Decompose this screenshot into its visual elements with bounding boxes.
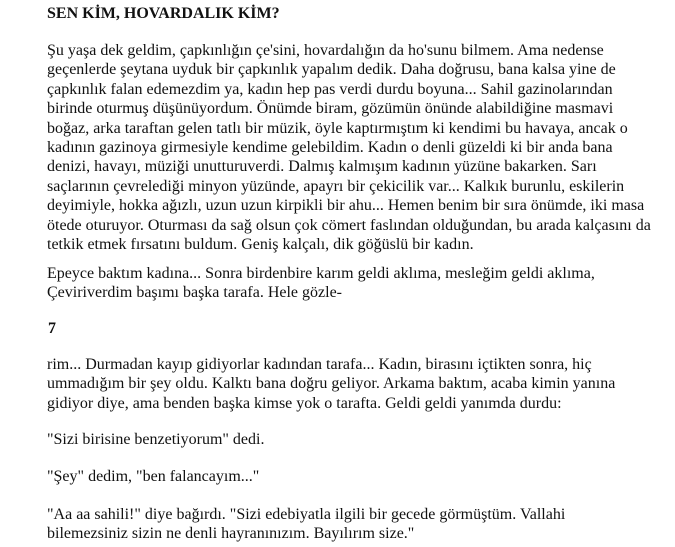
text-line: gidiyor diye, ama benden başka kimse yok o tarafta. Geldi geldi yanımda durdu:	[47, 394, 562, 412]
text-line: saçlarının çevrelediği minyon yüzünde, apayrı bir çekicilik var... Kalkık burunlu, eskilerin	[47, 177, 625, 195]
chapter-title: SEN KİM, HOVARDALIK KİM?	[47, 5, 280, 22]
text-line: ummadığım bir şey oldu. Kalktı bana doğru geliyor. Arkama baktım, acaba kimin yanına	[47, 375, 616, 393]
text-line: geçenlerde şeytana uyduk bir çapkınlık yapalım dedik. Daha doğrusu, bana kalsa yine de	[47, 61, 616, 79]
text-line: Şu yaşa dek geldim, çapkınlığın çe'sini, hovardalığın da ho'sunu bilmem. Ama nedense	[47, 42, 604, 59]
text-line: deyimiyle, hokka ağızlı, uzun uzun kirpikli bir ahu... Hemen benim bir sıra önümde, iki masa	[47, 197, 645, 215]
text-line: "Şey" dedim, "ben falancayım..."	[47, 468, 260, 485]
text-line: kadının gazinoya girmesiyle kendime gelebildim. Kadın o denli güzeldi ki bir anda bana	[47, 139, 613, 157]
text-line: birinde oturmuş düşünüyordum. Önümde biram, gözümün önünde alabildiğine masmavi	[47, 100, 614, 118]
text-line: "Sizi birisine benzetiyorum" dedi.	[47, 431, 265, 448]
text-line: çapkınlık falan edemezdim ya, kadın hep pas verdi durdu boyuna... Sahil gazinolarından	[47, 80, 613, 98]
paragraph-1	[47, 41, 651, 254]
paragraph-2	[47, 264, 647, 303]
text-line: bilemezsiniz sizin ne denli hayranınızım. Bayılırım size."	[47, 525, 415, 543]
paragraph-4	[47, 430, 647, 449]
paragraph-6	[47, 505, 647, 544]
text-line: denizi, havayı, müziği unutturuverdi. Dalmış kalmışım kadının yüzüne bakarken. Sarı	[47, 158, 597, 176]
text-line: Çeviriverdim başımı başka tarafa. Hele gözle-	[47, 284, 342, 302]
text-line: ötede oturuyor. Oturması da sağ olsun çok cömert faslından olduğundan, bu arada kalçasını da	[47, 216, 651, 234]
text-line: boğaz, arka taraftan gelen tatlı bir müzik, öyle kaptırmıştım ki kendimi bu havaya, ancak o	[47, 119, 628, 137]
text-line: "Aa aa sahili!" diye bağırdı. "Sizi edebiyatla ilgili bir gecede görmüştüm. Vallahi	[47, 506, 566, 523]
paragraph-3	[47, 355, 647, 413]
text-line: Epeyce baktım kadına... Sonra birdenbire karım geldi aklıma, mesleğim geldi aklıma,	[47, 265, 595, 282]
text-line: tetkik etmek fırsatını buldum. Geniş kalçalı, dik göğüslü bir kadın.	[47, 236, 474, 254]
paragraph-5	[47, 467, 647, 486]
page-number: 7	[48, 320, 56, 337]
text-line: rim... Durmadan kayıp gidiyorlar kadından tarafa... Kadın, birasını içtikten sonra, hiç	[47, 356, 592, 373]
